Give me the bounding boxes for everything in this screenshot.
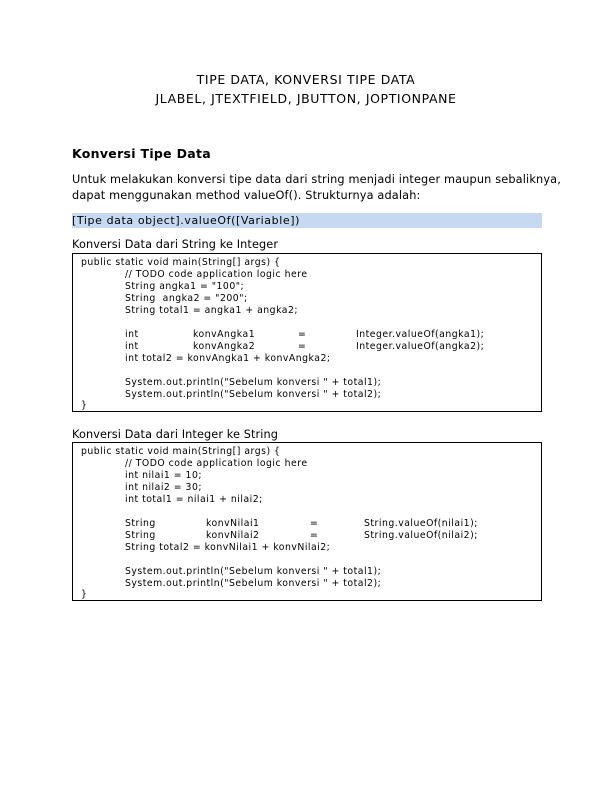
code-token: String — [125, 530, 156, 541]
code-line: } — [81, 400, 88, 411]
example1-caption: Konversi Data dari String ke Integer — [72, 238, 279, 251]
intro-paragraph — [72, 172, 561, 204]
code-line: int nilai2 = 30; — [125, 482, 202, 493]
code-token: Integer.valueOf(angka2); — [356, 341, 485, 352]
code-line: System.out.println("Sebelum konversi " + total2); — [125, 389, 382, 400]
code-token: int — [125, 329, 139, 340]
code-token: konvNilai2 — [206, 530, 260, 541]
code-line: // TODO code application logic here — [125, 458, 308, 469]
code-line: int total1 = nilai1 + nilai2; — [125, 494, 263, 505]
code-token: = — [298, 329, 307, 340]
code-token: = — [310, 518, 319, 529]
code-line: } — [81, 589, 88, 600]
code-line: System.out.println("Sebelum konversi " + total2); — [125, 578, 382, 589]
code-line: String total2 = konvNilai1 + konvNilai2; — [125, 542, 331, 553]
code-token: String.valueOf(nilai1); — [364, 518, 478, 529]
code-line: String total1 = angka1 + angka2; — [125, 305, 299, 316]
code-line: String angka1 = "100"; — [125, 281, 245, 292]
section-heading: Konversi Tipe Data — [72, 146, 212, 161]
code-line: public static void main(String[] args) { — [81, 257, 281, 268]
code-token: = — [298, 341, 307, 352]
code-token: Integer.valueOf(angka1); — [356, 329, 485, 340]
syntax-highlight: [Tipe data object].valueOf([Variable]) — [72, 213, 542, 228]
code-token: konvAngka2 — [193, 341, 256, 352]
code-line: int total2 = konvAngka1 + konvAngka2; — [125, 353, 331, 364]
paragraph-line: Untuk melakukan konversi tipe data dari string menjadi integer maupun sebaliknya, — [72, 173, 561, 186]
code-block-string-to-integer — [72, 253, 542, 412]
code-token: String.valueOf(nilai2); — [364, 530, 478, 541]
code-line: String angka2 = "200"; — [125, 293, 248, 304]
code-token: konvNilai1 — [206, 518, 260, 529]
code-token: konvAngka1 — [193, 329, 256, 340]
code-line: public static void main(String[] args) { — [81, 446, 281, 457]
code-line: System.out.println("Sebelum konversi " + total1); — [125, 566, 382, 577]
document-title-line1: TIPE DATA, KONVERSI TIPE DATA — [196, 72, 416, 87]
code-token: = — [310, 530, 319, 541]
paragraph-line: dapat menggunakan method valueOf(). Strukturnya adalah: — [72, 189, 421, 202]
example2-caption: Konversi Data dari Integer ke String — [72, 428, 279, 441]
code-line: int nilai1 = 10; — [125, 470, 202, 481]
code-line: System.out.println("Sebelum konversi " + total1); — [125, 377, 382, 388]
document-title-line2: JLABEL, JTEXTFIELD, JBUTTON, JOPTIONPANE — [155, 91, 457, 106]
code-token: int — [125, 341, 139, 352]
code-block-integer-to-string — [72, 442, 542, 601]
code-token: String — [125, 518, 156, 529]
code-line: // TODO code application logic here — [125, 269, 308, 280]
